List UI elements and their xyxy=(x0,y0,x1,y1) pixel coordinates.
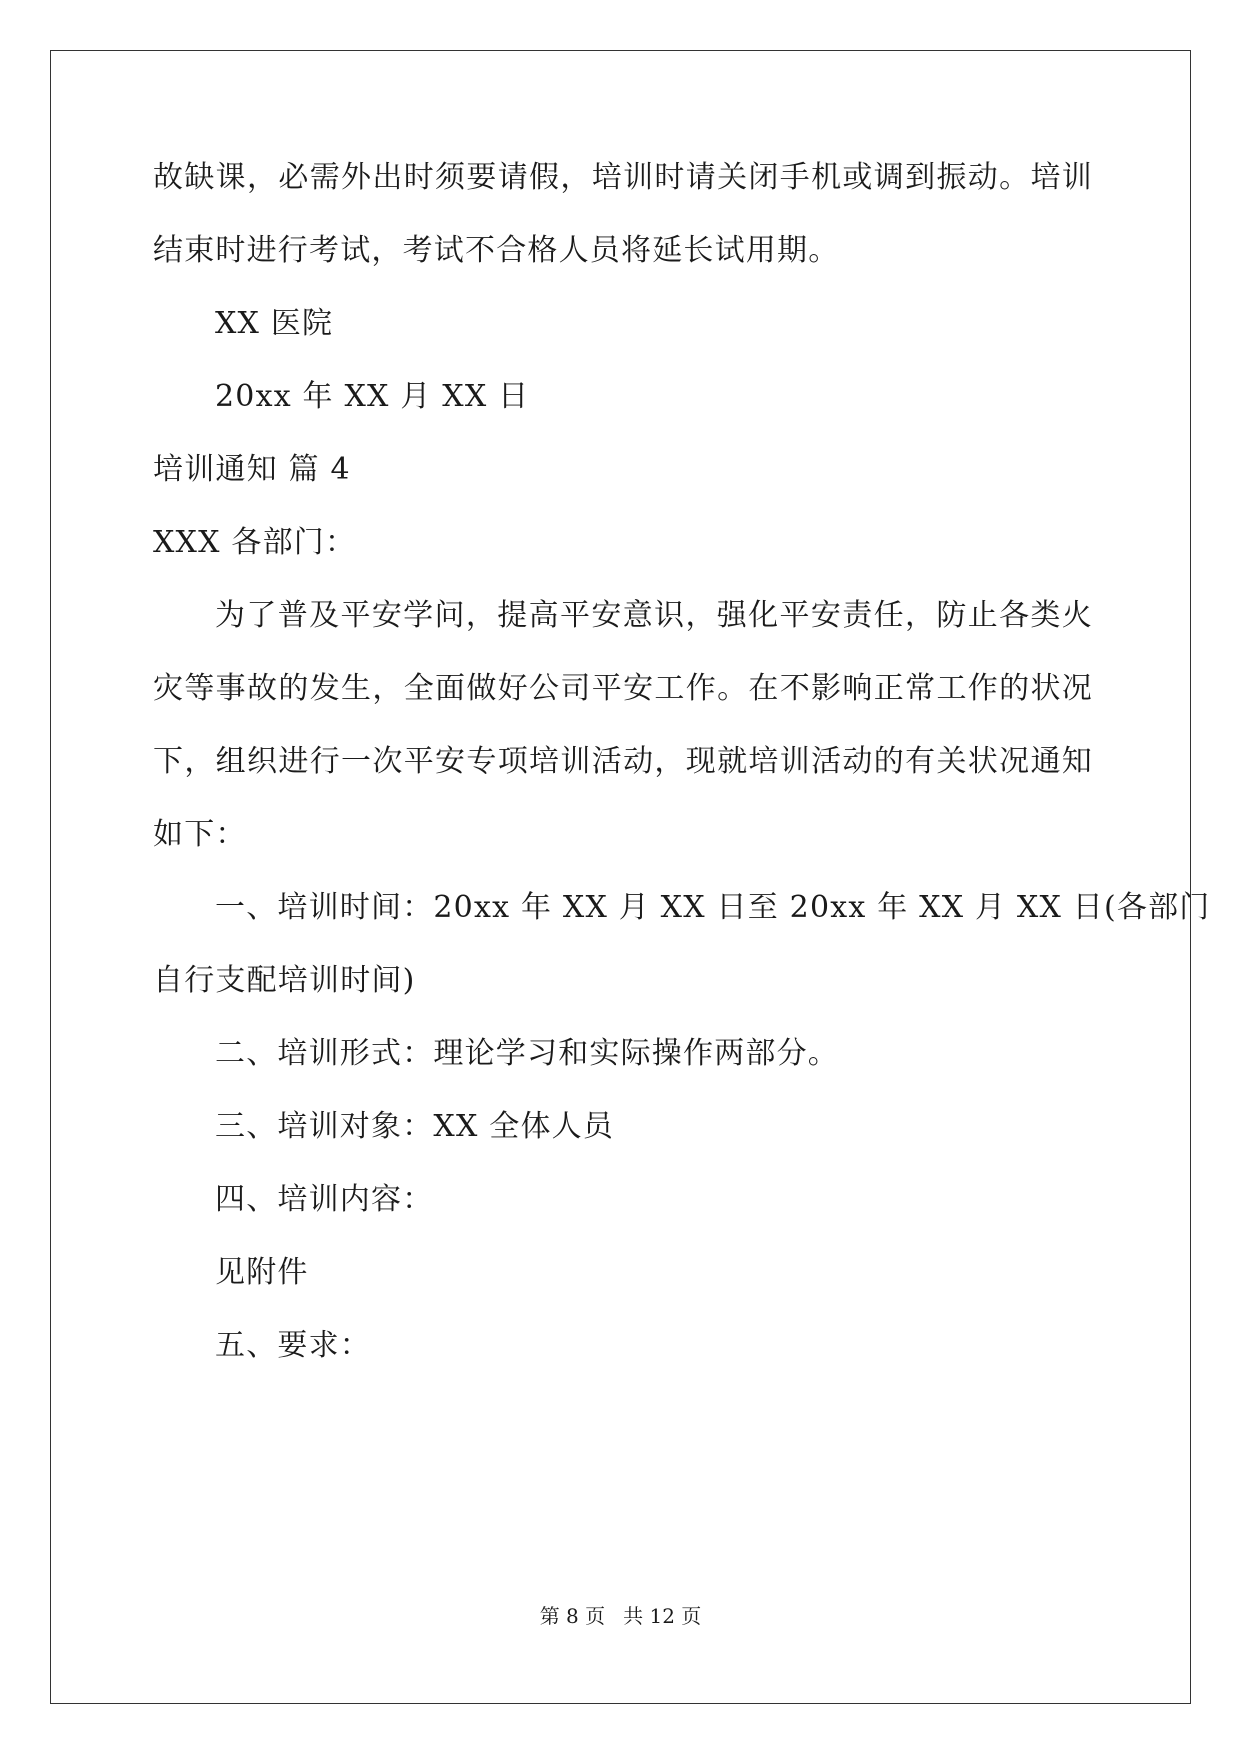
page-total: 共 12 页 xyxy=(623,1604,702,1628)
list-item-time-cont: 自行支配培训时间) xyxy=(153,963,416,998)
page-footer xyxy=(0,1604,1241,1628)
salutation: XXX 各部门： xyxy=(153,525,357,560)
signature-date: 20xx 年 XX 月 XX 日 xyxy=(215,379,530,414)
list-item-content: 四、培训内容： xyxy=(215,1182,434,1217)
paragraph-line: 灾等事故的发生，全面做好公司平安工作。在不影响正常工作的状况 xyxy=(153,671,1093,706)
section-heading: 培训通知 篇 4 xyxy=(153,452,351,487)
hospital-signature: XX 医院 xyxy=(215,306,334,341)
list-item-form: 二、培训形式：理论学习和实际操作两部分。 xyxy=(215,1036,839,1071)
page-border xyxy=(50,50,1211,1704)
paragraph-line: 为了普及平安学问，提高平安意识，强化平安责任，防止各类火 xyxy=(215,598,1093,633)
paragraph-line: 故缺课，必需外出时须要请假，培训时请关闭手机或调到振动。培训 xyxy=(153,160,1093,195)
paragraph-line: 结束时进行考试，考试不合格人员将延长试用期。 xyxy=(153,233,840,268)
list-item-requirements: 五、要求： xyxy=(215,1328,371,1363)
paragraph-line: 下，组织进行一次平安专项培训活动，现就培训活动的有关状况通知 xyxy=(153,744,1093,779)
list-item-time: 一、培训时间：20xx 年 XX 月 XX 日至 20xx 年 XX 月 XX 日(各部门 xyxy=(215,890,1211,925)
paragraph-line: 如下： xyxy=(153,817,247,852)
attachment-note: 见附件 xyxy=(215,1255,309,1290)
page-number: 第 8 页 xyxy=(539,1604,606,1628)
list-item-target: 三、培训对象：XX 全体人员 xyxy=(215,1109,615,1144)
